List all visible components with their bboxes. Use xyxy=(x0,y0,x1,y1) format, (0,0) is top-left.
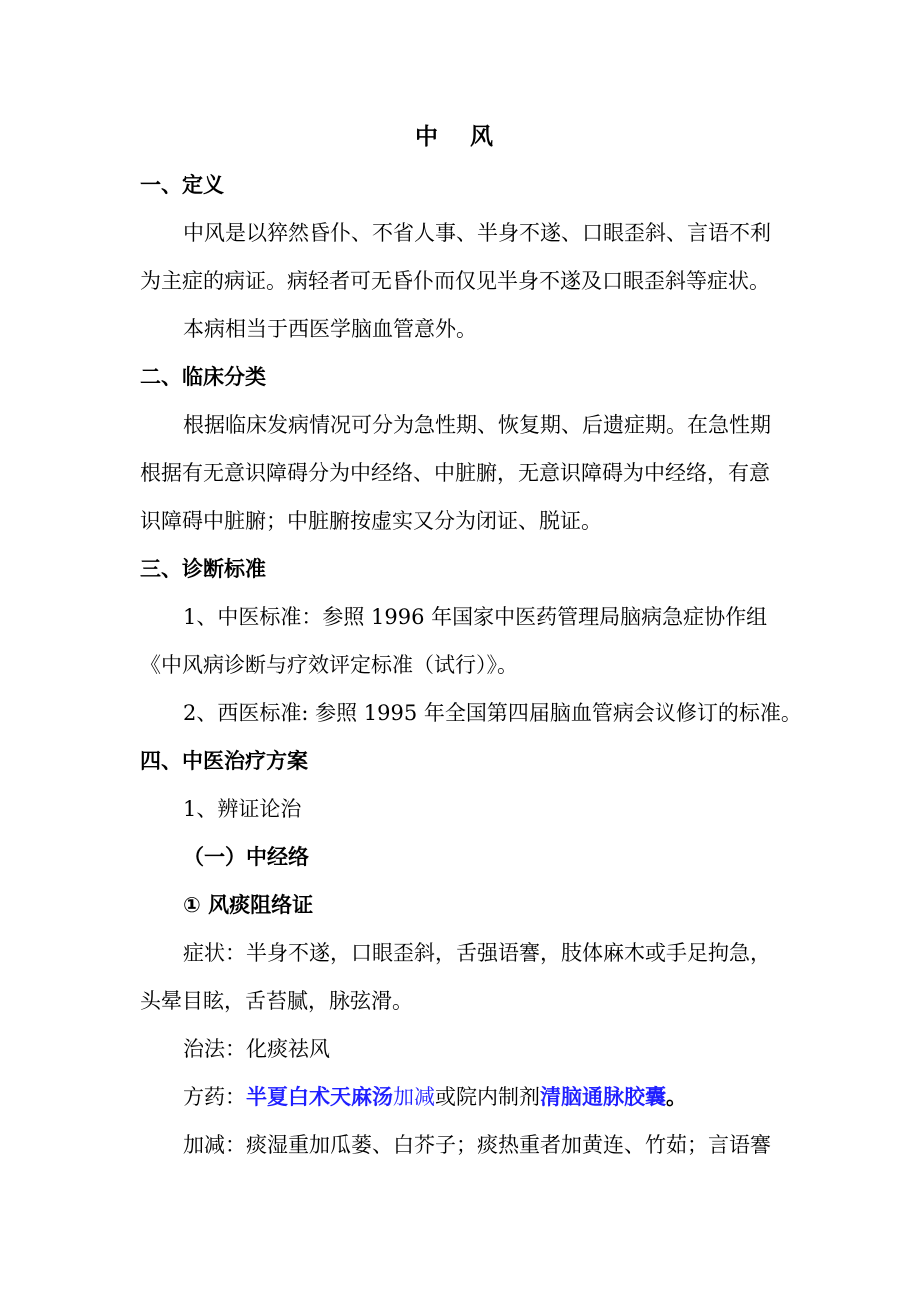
formula-modification: 加减 xyxy=(393,1085,435,1109)
section-heading-diagnosis: 三、诊断标准 xyxy=(140,557,266,581)
subheading-syndrome: ① 风痰阻络证 xyxy=(183,893,314,917)
formula-name-qingnao: 清脑通脉胶囊 xyxy=(540,1084,666,1109)
section-heading-classification: 二、临床分类 xyxy=(140,365,266,389)
paragraph-line: 2、西医标准: 参照 1995 年全国第四届脑血管病会议修订的标准。 xyxy=(183,701,802,725)
paragraph-line: 为主症的病证。病轻者可无昏仆而仅见半身不遂及口眼歪斜等症状。 xyxy=(140,269,770,293)
paragraph-line: 中风是以猝然昏仆、不省人事、半身不遂、口眼歪斜、言语不利 xyxy=(183,221,771,245)
paragraph-line: 症状：半身不遂，口眼歪斜，舌强语謇，肢体麻木或手足拘急， xyxy=(183,941,771,965)
section-heading-treatment: 四、中医治疗方案 xyxy=(140,749,308,773)
paragraph-line: 《中风病诊断与疗效评定标准（试行）》。 xyxy=(140,653,518,677)
paragraph-line: 头晕目眩，舌苔腻，脉弦滑。 xyxy=(140,989,413,1013)
paragraph-line: 根据有无意识障碍分为中经络、中脏腑，无意识障碍为中经络，有意 xyxy=(140,461,770,485)
formula-label: 方药： xyxy=(183,1085,246,1109)
page-title: 中 风 xyxy=(414,124,505,150)
section-heading-definition: 一、定义 xyxy=(140,173,224,197)
subheading-meridian: （一）中经络 xyxy=(183,845,309,869)
paragraph-line: 本病相当于西医学脑血管意外。 xyxy=(183,317,477,341)
paragraph-line: 根据临床发病情况可分为急性期、恢复期、后遗症期。在急性期 xyxy=(183,413,771,437)
formula-name-banxia: 半夏白术天麻汤 xyxy=(246,1084,393,1109)
formula-line xyxy=(183,1082,843,1112)
formula-end: 。 xyxy=(666,1084,687,1109)
paragraph-line: 加减：痰湿重加瓜蒌、白芥子；痰热重者加黄连、竹茹；言语謇 xyxy=(183,1133,771,1157)
formula-connector: 或院内制剂 xyxy=(435,1085,540,1109)
subheading-differentiation: 1、辨证论治 xyxy=(183,797,302,821)
paragraph-line: 识障碍中脏腑；中脏腑按虚实又分为闭证、脱证。 xyxy=(140,509,602,533)
paragraph-line: 1、中医标准：参照 1996 年国家中医药管理局脑病急症协作组 xyxy=(183,605,768,629)
paragraph-line: 治法：化痰祛风 xyxy=(183,1037,330,1061)
